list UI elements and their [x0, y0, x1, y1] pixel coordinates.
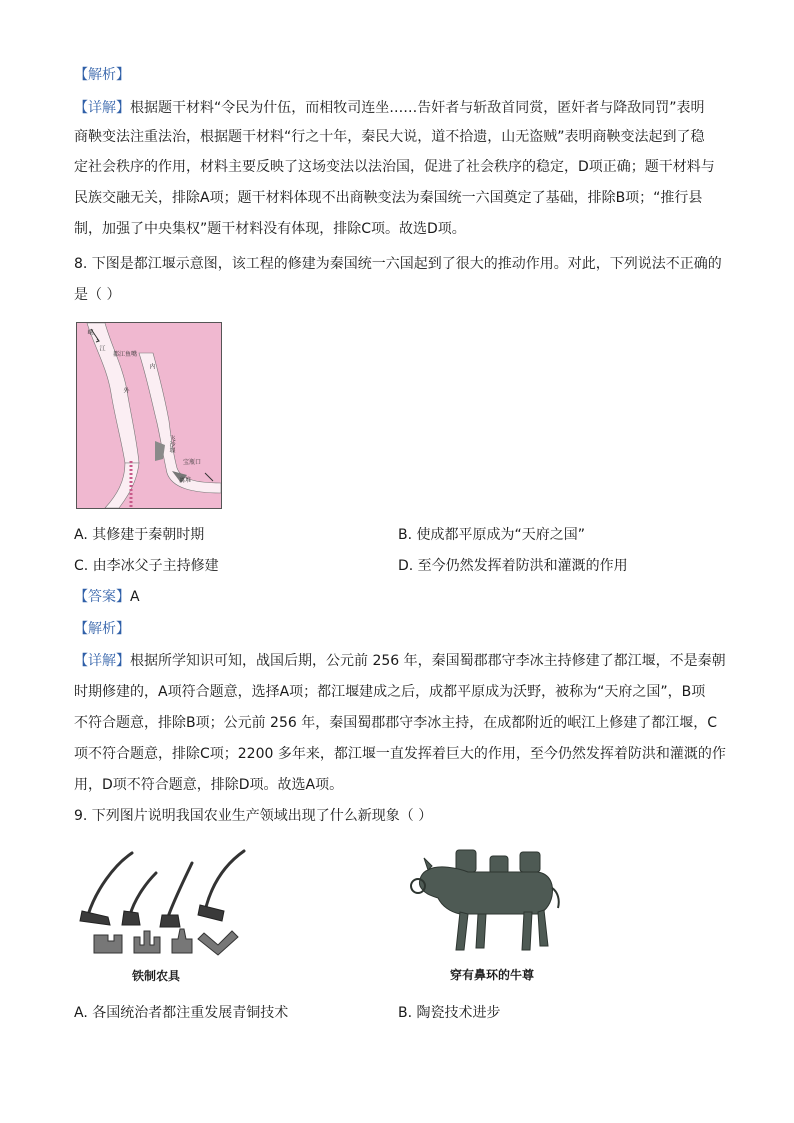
detail-line: 制，加强了中央集权”题干材料没有体现，排除C项。故选D项。	[74, 221, 466, 237]
detail-line: 用，D项不符合题意，排除D项。故选A项。	[74, 777, 344, 793]
detail-line: 定社会秩序的作用，材料主要反映了这场变法以法治国，促进了社会秩序的稳定，D项正确；题干材料与	[74, 159, 715, 175]
option-b: B. 使成都平原成为“天府之国”	[398, 527, 586, 543]
detail-text: 根据题干材料“令民为什伍，而相牧司连坐……告奸者与斩敌首同赏，匿奸者与降敌同罚”表明	[130, 100, 705, 116]
detail-line: 民族交融无关，排除A项；题干材料体现不出商鞅变法为秦国统一六国奠定了基础，排除B项；“推行县	[74, 190, 703, 206]
option-d: D. 至今仍然发挥着防洪和灌溉的作用	[398, 558, 628, 574]
detail-line: 商鞅变法注重法治，根据题干材料“行之十年，秦民大说，道不拾遗，山无盗贼”表明商鞅变法起到了稳	[74, 129, 705, 145]
iron-tools-drawing	[74, 845, 264, 960]
label-dujiang: 都江鱼嘴	[113, 351, 138, 358]
detail-tag-q7: 【详解】	[74, 100, 130, 116]
label-feisha: 飞沙堰	[168, 435, 175, 453]
answer-value: A	[130, 589, 140, 605]
label-jiang: 江	[98, 345, 105, 351]
fig2-caption: 穿有鼻环的牛尊	[450, 968, 535, 982]
detail-line	[74, 652, 726, 670]
answer-line	[74, 588, 140, 606]
question-8-stem-cont: 是（ ）	[74, 287, 121, 303]
option-c: C. 由李冰父子主持修建	[74, 558, 219, 574]
label-lidui: 离堆	[179, 477, 192, 484]
detail-line: 项不符合题意，排除C项；2200 多年来，都江堰一直发挥着巨大的作用，至今仍然发挥着防洪和灌溉的作	[74, 746, 726, 762]
analysis-tag-q7: 【解析】	[74, 67, 130, 83]
option-a: A. 各国统治者都注重发展青铜技术	[74, 1005, 289, 1021]
detail-text: 根据所学知识可知，战国后期，公元前 256 年，秦国蜀郡郡守李冰主持修建了都江堰，不是秦朝	[130, 653, 726, 669]
detail-line: 不符合题意，排除B项；公元前 256 年，秦国蜀郡郡守李冰主持，在成都附近的岷江上修建了都江堰，C	[74, 715, 717, 731]
analysis-tag-q8: 【解析】	[74, 621, 130, 637]
answer-tag: 【答案】	[74, 589, 130, 605]
label-baoping: 宝瓶口	[183, 459, 202, 466]
iron-tools-figure	[74, 845, 264, 985]
label-nei: 内	[148, 363, 155, 369]
question-9-stem: 9. 下列图片说明我国农业生产领域出现了什么新现象（ ）	[74, 808, 433, 824]
option-a: A. 其修建于秦朝时期	[74, 527, 205, 543]
label-min: 岷	[86, 329, 93, 335]
dujiangyan-map	[76, 322, 222, 509]
option-b: B. 陶瓷技术进步	[398, 1005, 501, 1021]
question-8-stem: 8. 下图是都江堰示意图，该工程的修建为秦国统一六国起到了很大的推动作用。对此，下列说法不正确的	[74, 256, 722, 272]
ox-zun-figure	[398, 840, 568, 985]
fig1-caption: 铁制农具	[132, 969, 181, 983]
detail-line: 时期修建的，A项符合题意，选择A项；都江堰建成之后，成都平原成为沃野，被称为“天府之国”，B项	[74, 684, 706, 700]
label-wai: 外	[122, 387, 129, 393]
ox-zun-drawing	[398, 840, 568, 960]
detail-tag-q8: 【详解】	[74, 653, 130, 669]
detail-line	[74, 99, 705, 117]
